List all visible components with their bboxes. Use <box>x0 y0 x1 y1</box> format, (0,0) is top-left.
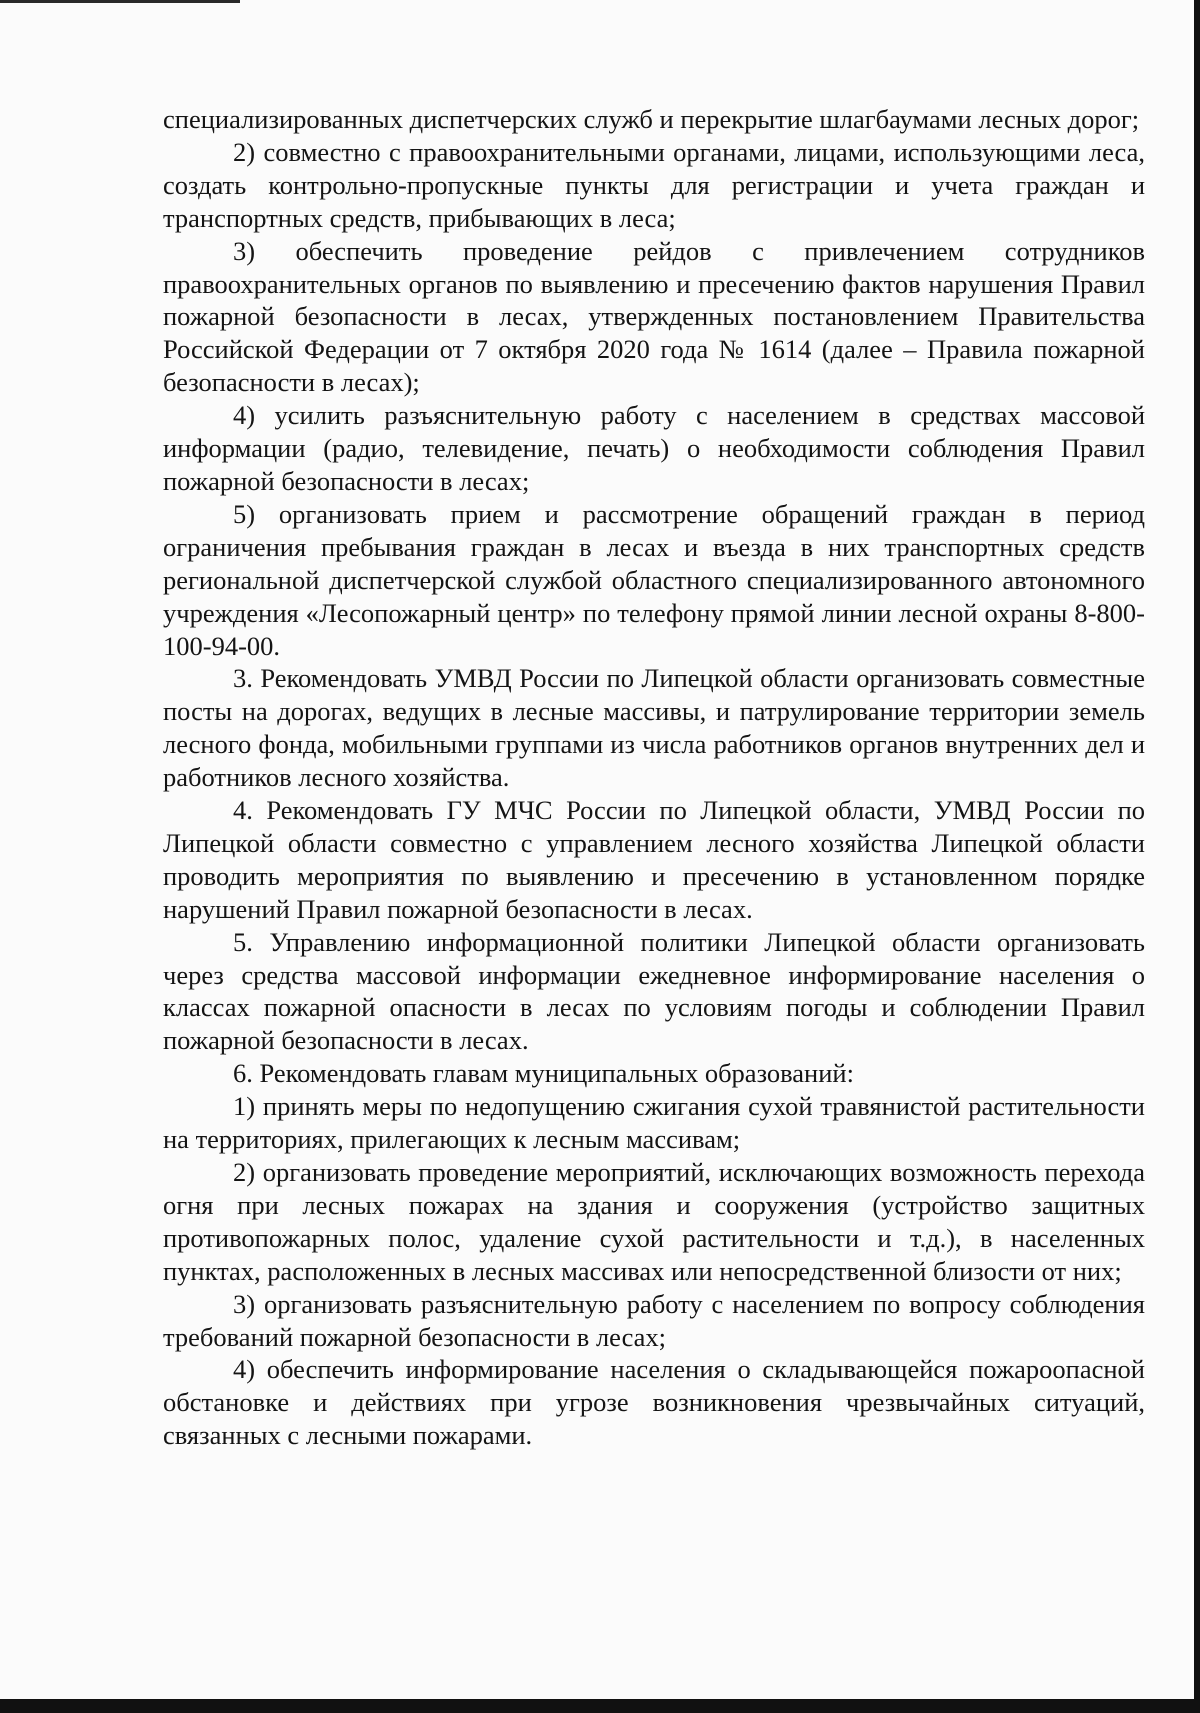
paragraph-section-4: 4. Рекомендовать ГУ МЧС России по Липецкой области, УМВД России по Липецкой области совместно с управлением лесного хозяйства Липецкой области проводить мероприятия по выявлению и пресечению в установленном порядке нарушений Правил пожарной безопасности в лесах. <box>163 795 1145 924</box>
scan-artifact-bottom-edge <box>0 1699 1200 1713</box>
paragraph-item-5: 5) организовать прием и рассмотрение обращений граждан в период ограничения пребывания граждан в лесах и въезда в них транспортных средств региональной диспетчерской службой областного специализированного автономного учреждения «Лесопожарный центр» по телефону прямой линии лесной охраны 8-800-100-94-00. <box>163 498 1145 661</box>
paragraph-section-3: 3. Рекомендовать УМВД России по Липецкой области организовать совместные посты на дорогах, ведущих в лесные массивы, и патрулирование территории земель лесного фонда, мобильными группами из числа работников органов внутренних дел и работников лесного хозяйства. <box>163 663 1145 793</box>
paragraph-item-2: 2) совместно с правоохранительными органами, лицами, использующими леса, создать контрольно-пропускные пункты для регистрации и учета граждан и транспортных средств, прибывающих в леса; <box>163 136 1145 233</box>
paragraph-section-6-item-2: 2) организовать проведение мероприятий, исключающих возможность перехода огня при лесных пожарах на здания и сооружения (устройство защитных противопожарных полос, удаление сухой растительности и т.д.), в населенных пунктах, расположенных в лесных массивах или непосредственной близости от них; <box>163 1157 1145 1286</box>
paragraph-item-3: 3) обеспечить проведение рейдов с привлечением сотрудников правоохранительных органов по выявлению и пресечению фактов нарушения Правил пожарной безопасности в лесах, утвержденных постановлением Правительства Российской Федерации от 7 октября 2020 года № 1614 (далее – Правила пожарной безопасности в лесах); <box>163 235 1145 398</box>
paragraph-section-6-item-3: 3) организовать разъяснительную работу с населением по вопросу соблюдения требований пожарной безопасности в лесах; <box>163 1288 1145 1352</box>
paragraph-section-6-item-1: 1) принять меры по недопущению сжигания сухой травянистой растительности на территориях, прилегающих к лесным массивам; <box>163 1091 1145 1155</box>
paragraph-section-6: 6. Рекомендовать главам муниципальных образований: <box>233 1058 854 1089</box>
paragraph-section-5: 5. Управлению информационной политики Липецкой области организовать через средства массовой информации ежедневное информирование населения о классах пожарной опасности в лесах по условиям погоды и соблюдении Правил пожарной безопасности в лесах. <box>163 926 1145 1056</box>
paragraph-section-6-item-4: 4) обеспечить информирование населения о складывающейся пожароопасной обстановке и действиях при угрозе возникновения чрезвычайных ситуаций, связанных с лесными пожарами. <box>163 1354 1145 1451</box>
paragraph-item-4: 4) усилить разъяснительную работу с населением в средствах массовой информации (радио, телевидение, печать) о необходимости соблюдения Правил пожарной безопасности в лесах; <box>163 400 1145 496</box>
scan-artifact-right-edge <box>1194 0 1200 1713</box>
document-body <box>163 103 1145 1452</box>
scan-artifact-top-line <box>0 0 240 3</box>
paragraph-continuation: специализированных диспетчерских служб и перекрытие шлагбаумами лесных дорог; <box>163 104 1140 134</box>
